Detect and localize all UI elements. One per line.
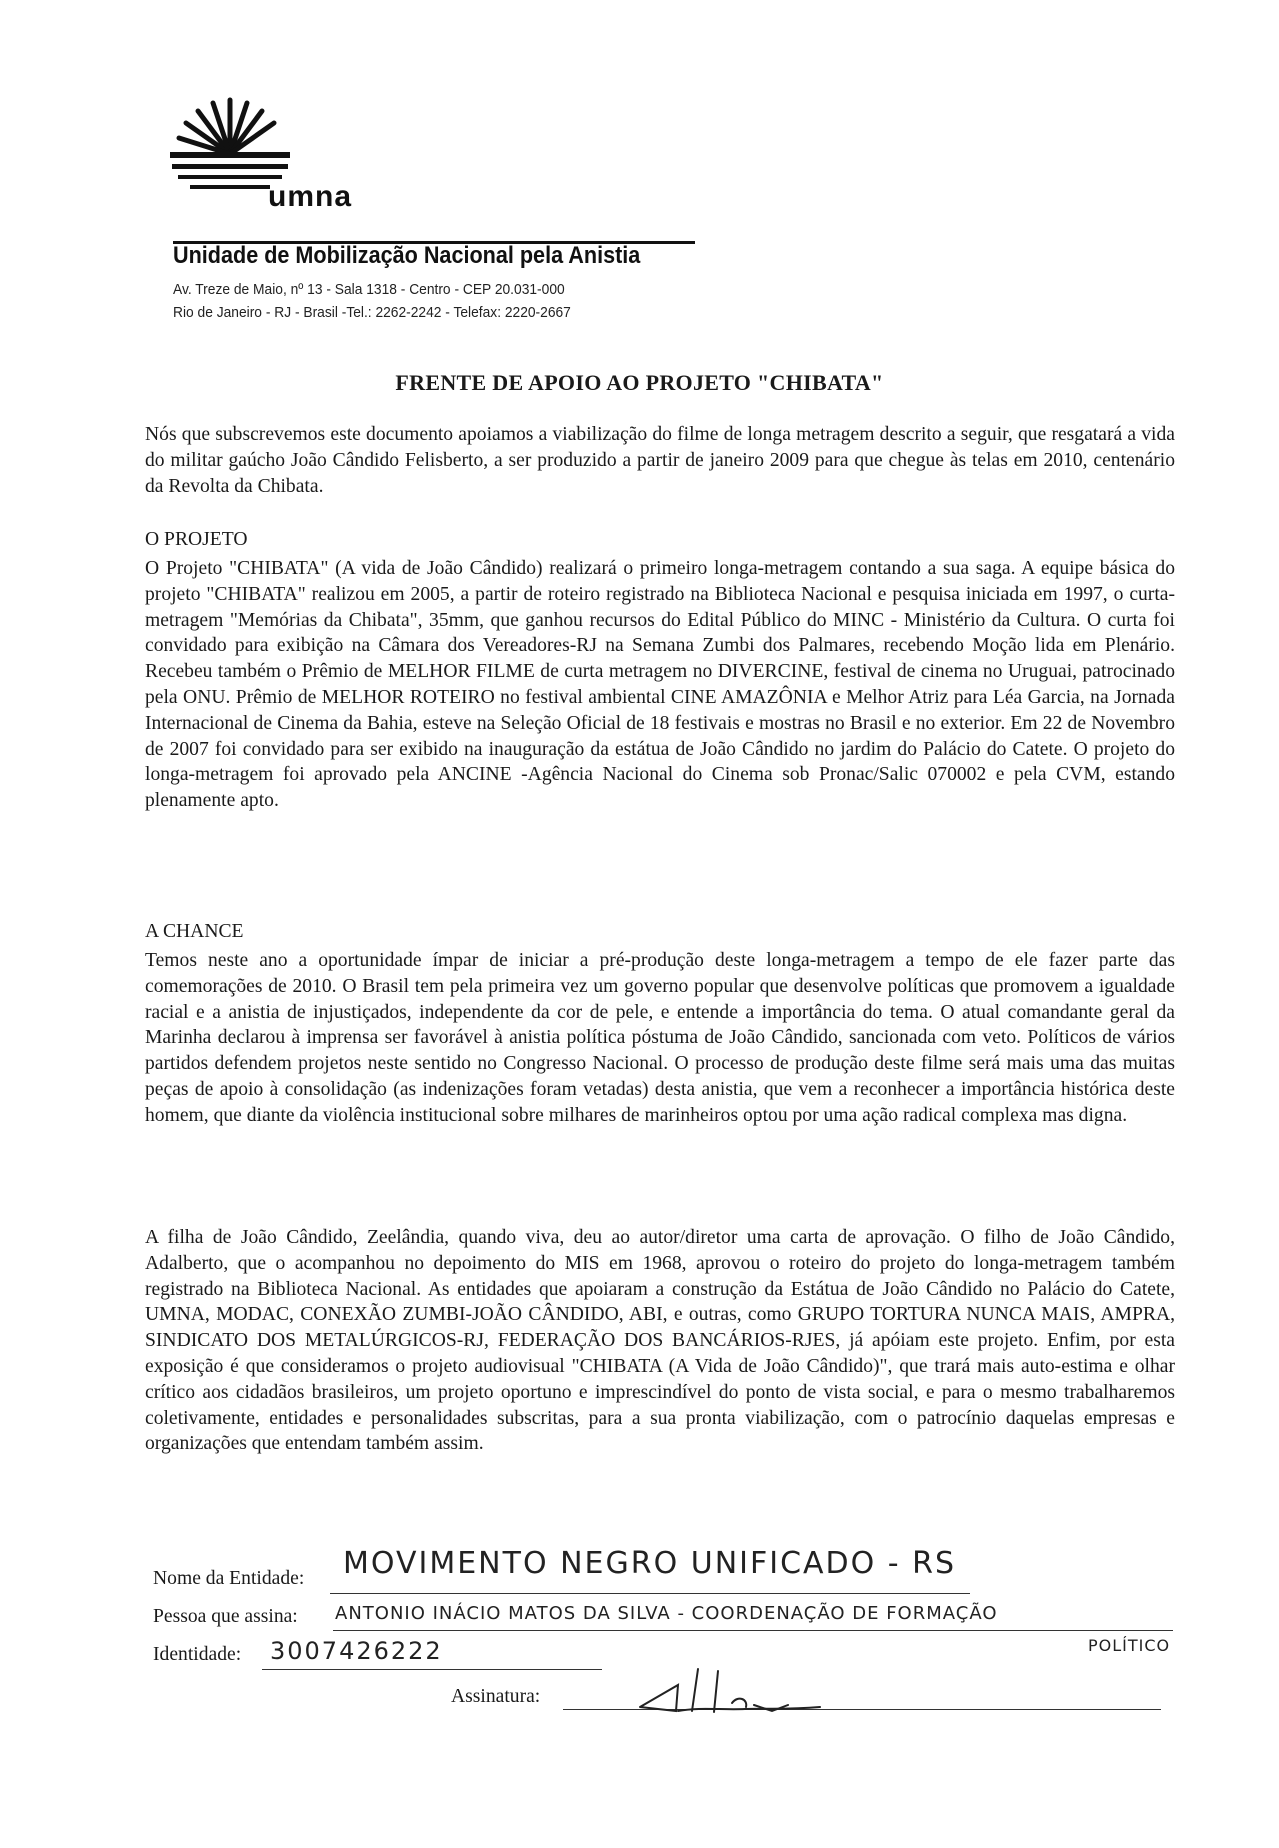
logo-wordmark: umna (268, 180, 353, 213)
handwritten-signature[interactable] (620, 1655, 830, 1717)
signer-name-field[interactable]: ANTONIO INÁCIO MATOS DA SILVA - COORDENAÇÃO DE FORMAÇÃO (335, 1603, 998, 1624)
entity-name-underline (330, 1593, 970, 1594)
signer-label: Pessoa que assina: (153, 1606, 298, 1627)
address-line-2: Rio de Janeiro - RJ - Brasil -Tel.: 2262-2242 - Telefax: 2220-2667 (173, 304, 571, 321)
identity-label: Identidade: (153, 1644, 242, 1665)
signer-name-field-continuation: POLÍTICO (1088, 1636, 1171, 1655)
closing-paragraph: A filha de João Cândido, Zeelândia, quando viva, deu ao autor/diretor uma carta de aprovação. O filho de João Cândido, Adalberto, que o acompanhou no depoimento do MIS em 1968, aprovou o roteiro do projeto do longa-metragem também registrado na Biblioteca Nacional. As entidades que apoiaram a construção da Estátua de João Cândido no Palácio do Catete, UMNA, MODAC, CONEXÃO ZUMBI-JOÃO CÂNDIDO, ABI, e outras, como GRUPO TORTURA NUNCA MAIS, AMPRA, SINDICATO DOS METALÚRGICOS-RJ, FEDERAÇÃO DOS BANCÁRIOS-RJES, já apóiam este projeto. Enfim, por esta exposição é que consideramos o projeto audiovisual "CHIBATA (A Vida de João Cândido)", que trará mais auto-estima e olhar crítico aos cidadãos brasileiros, um projeto oportuno e imprescindível do ponto de vista social, e para o mesmo trabalharemos coletivamente, entidades e personalidades subscritas, para a sua pronta viabilização, com o patrocínio daquelas empresas e organizações que entendam também assim. (145, 1227, 1175, 1455)
signature-label: Assinatura: (451, 1686, 541, 1707)
identity-field[interactable]: 3007426222 (270, 1637, 443, 1665)
identity-underline (262, 1669, 602, 1670)
section-heading-chance: A CHANCE (145, 921, 244, 942)
chance-paragraph: Temos neste ano a oportunidade ímpar de iniciar a pré-produção deste longa-metragem a tempo de ele fazer parte das comemorações de 2010. O Brasil tem pela primeira vez um governo popular que desenvolve políticas que promovem a igualdade racial e a anistia de injustiçados, independente da cor de pele, e entende a importância do tema. O atual comandante geral da Marinha declarou à imprensa ser favorável à anistia política póstuma de João Cândido, sancionada com veto. Políticos de vários partidos defendem projetos neste sentido no Congresso Nacional. O processo de produção deste filme será mais uma das muitas peças de apoio à consolidação (as indenizações foram vetadas) desta anistia, que vem a reconhecer a importância histórica deste homem, que diante da violência institucional sobre milhares de marinheiros optou por uma ação radical complexa mas digna. (145, 950, 1175, 1126)
address-line-1: Av. Treze de Maio, nº 13 - Sala 1318 - Centro - CEP 20.031-000 (173, 281, 565, 298)
section-heading-projeto: O PROJETO (145, 529, 248, 550)
entity-name-field[interactable]: MOVIMENTO NEGRO UNIFICADO - RS (343, 1546, 957, 1581)
projeto-paragraph: O Projeto "CHIBATA" (A vida de João Cândido) realizará o primeiro longa-metragem contando a sua saga. A equipe básica do projeto "CHIBATA" realizou em 2005, a partir de roteiro registrado na Biblioteca Nacional e pesquisa iniciada em 1997, o curta-metragem "Memórias da Chibata", 35mm, que ganhou recursos do Edital Público do MINC - Ministério da Cultura. O curta foi convidado para exibição na Câmara dos Vereadores-RJ na Semana Zumbi dos Palmares, recebendo Moção lida em Plenário. Recebeu também o Prêmio de MELHOR FILME de curta metragem no DIVERCINE, festival de cinema no Uruguai, patrocinado pela ONU. Prêmio de MELHOR ROTEIRO no festival ambiental CINE AMAZÔNIA e Melhor Atriz para Léa Garcia, na Jornada Internacional de Cinema da Bahia, esteve na Seleção Oficial de 18 festivais e mostras no Brasil e no exterior. Em 22 de Novembro de 2007 foi convidado para ser exibido na inauguração da estátua de João Cândido no jardim do Palácio do Catete. O projeto do longa-metragem foi aprovado pela ANCINE -Agência Nacional do Cinema sob Pronac/Salic 070002 e pela CVM, estando plenamente apto. (145, 558, 1175, 812)
intro-paragraph: Nós que subscrevemos este documento apoiamos a viabilização do filme de longa metragem descrito a seguir, que resgatará a vida do militar gaúcho João Cândido Felisberto, a ser produzido a partir de janeiro 2009 para que chegue às telas em 2010, centenário da Revolta da Chibata. (145, 424, 1175, 497)
entity-name-label: Nome da Entidade: (153, 1568, 305, 1589)
organization-name: Unidade de Mobilização Nacional pela Anistia (173, 242, 641, 269)
document-title: FRENTE DE APOIO AO PROJETO "CHIBATA" (395, 370, 884, 395)
signer-underline (333, 1630, 1173, 1631)
